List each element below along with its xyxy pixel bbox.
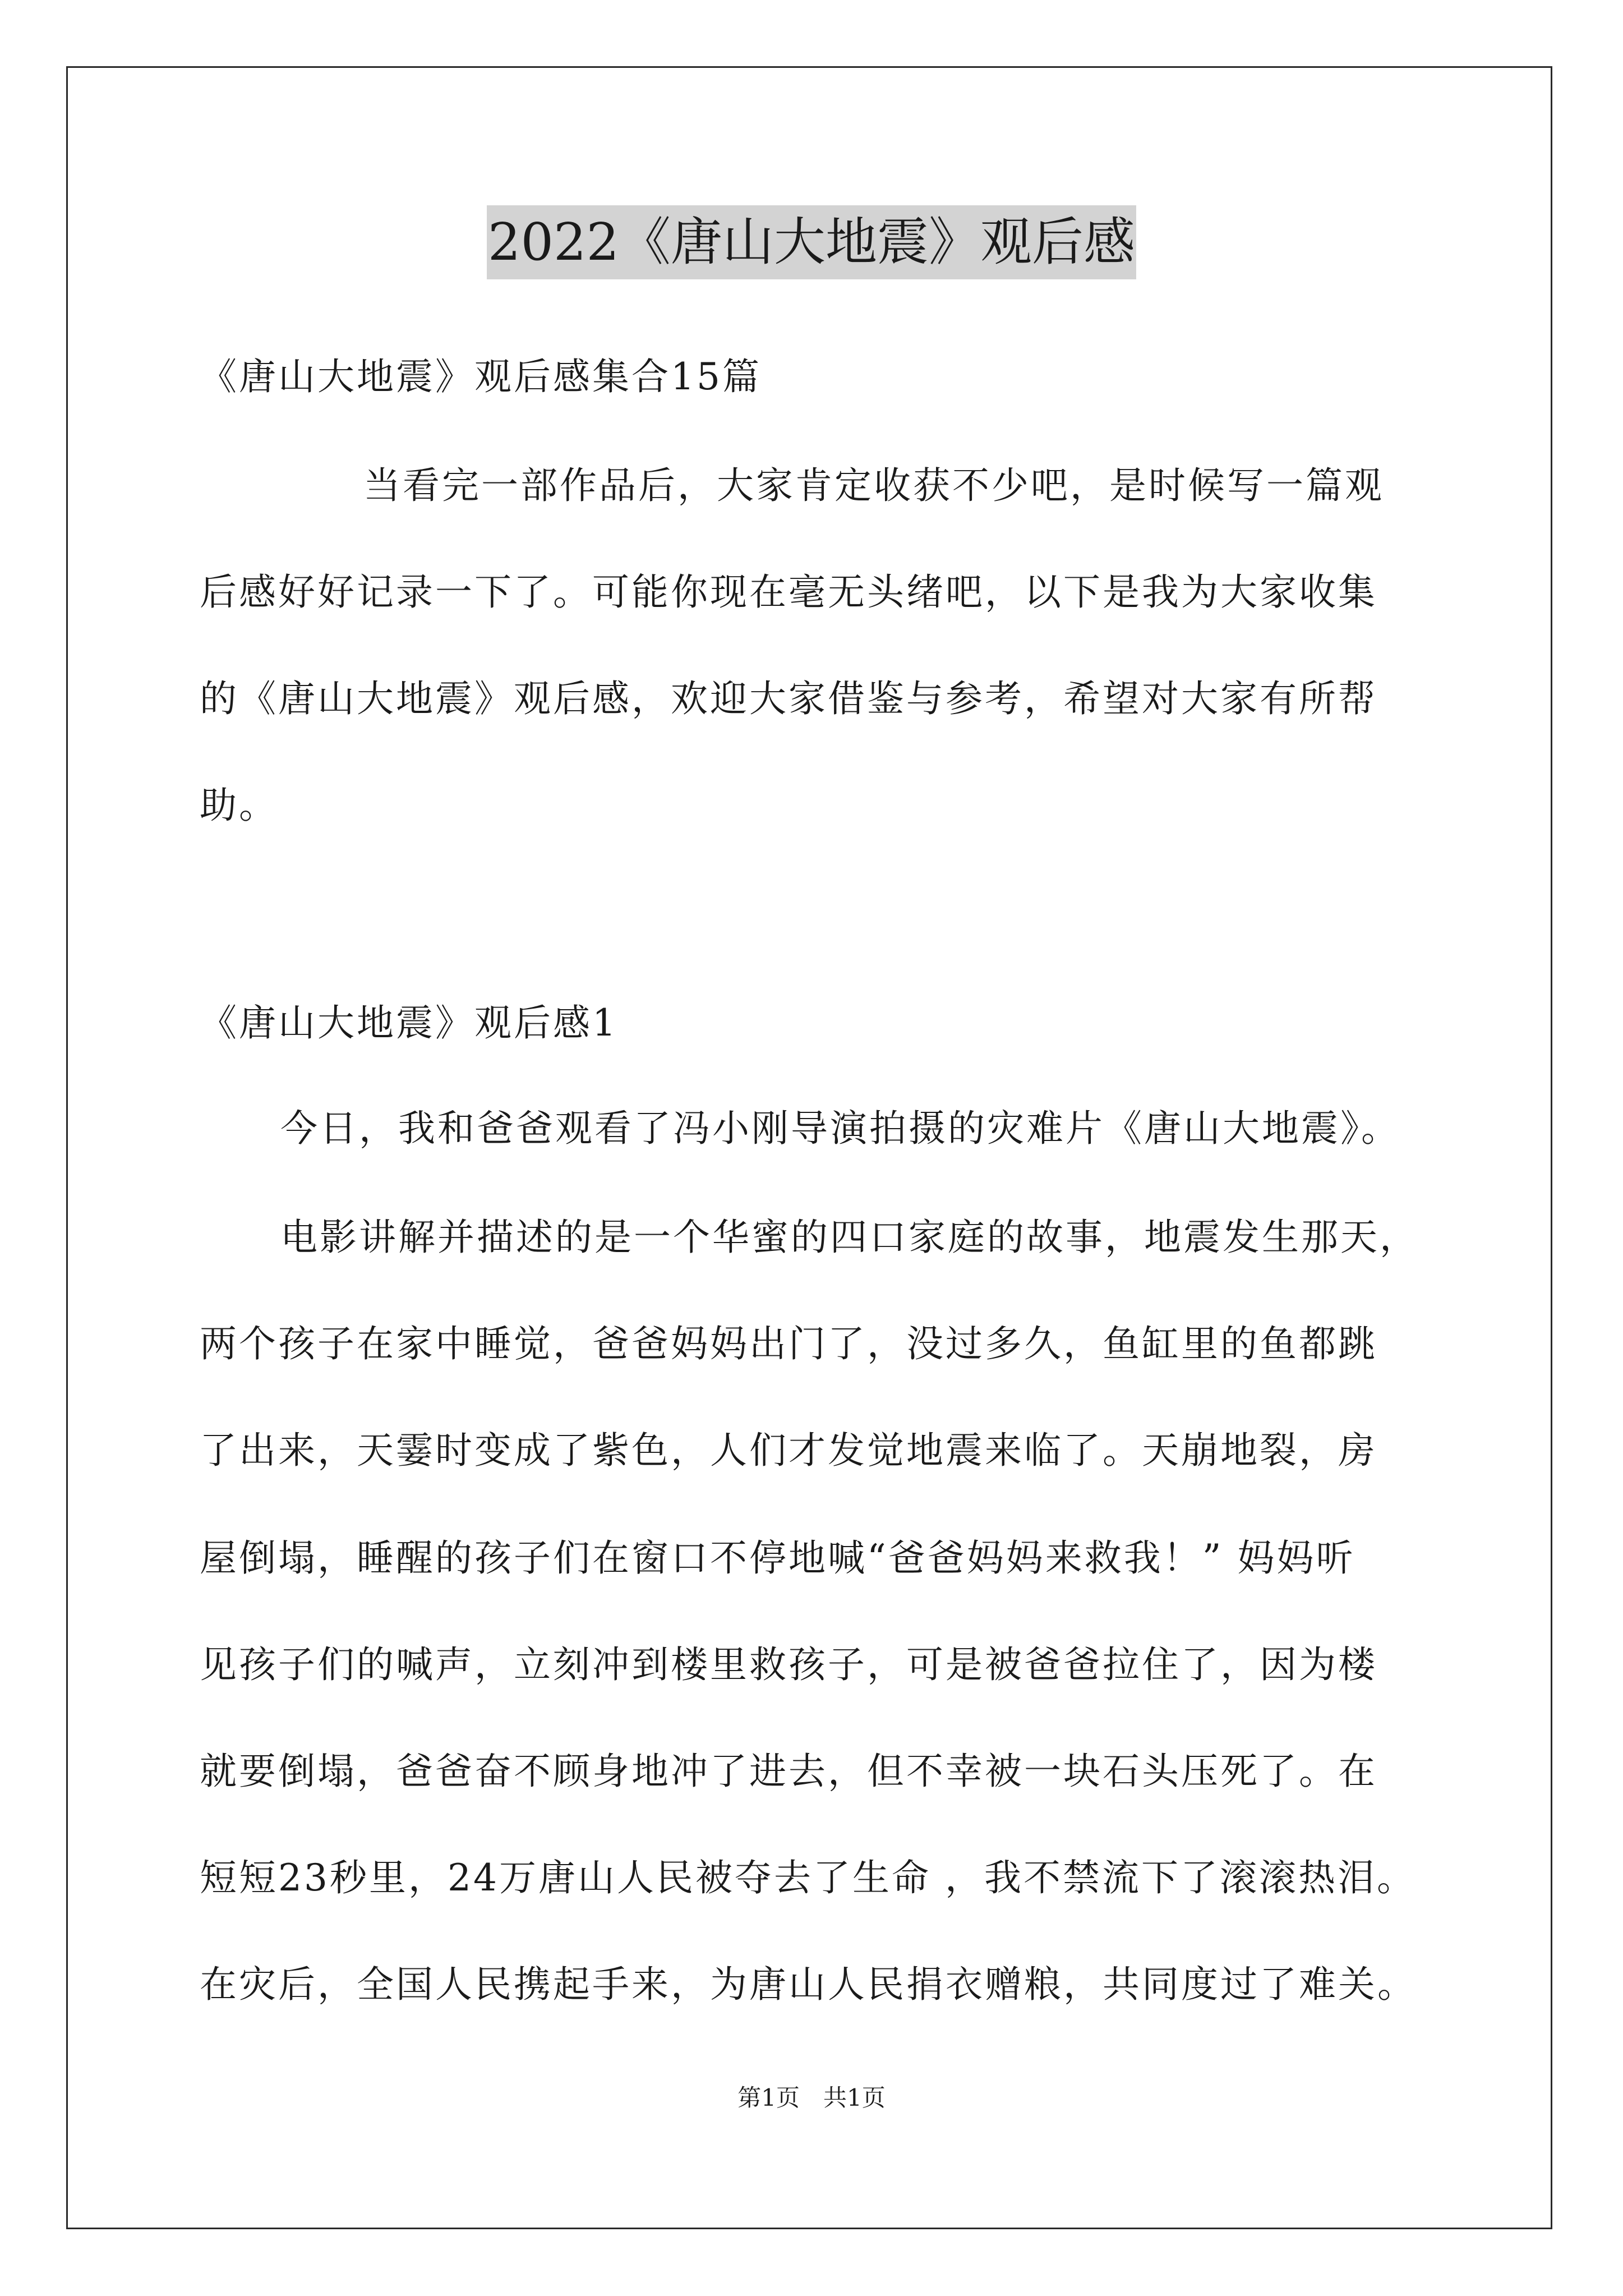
paragraph-2-line: 屋倒塌，睡醒的孩子们在窗口不停地喊“爸爸妈妈来救我！” 妈妈听 bbox=[200, 1536, 1355, 1580]
paragraph-1: 今日，我和爸爸观看了冯小刚导演拍摄的灾难片《唐山大地震》。 bbox=[280, 1107, 1400, 1150]
paragraph-2-line: 在灾后，全国人民携起手来，为唐山人民捐衣赠粮，共同度过了难关。 bbox=[200, 1963, 1417, 2006]
page-footer: 第1页 共1页 bbox=[737, 2084, 886, 2111]
paragraph-2-line: 两个孩子在家中睡觉，爸爸妈妈出门了，没过多久，鱼缸里的鱼都跳 bbox=[200, 1322, 1377, 1365]
intro-line: 的《唐山大地震》观后感，欢迎大家借鉴与参考，希望对大家有所帮 bbox=[200, 677, 1377, 720]
intro-line: 当看完一部作品后，大家肯定收获不少吧，是时候写一篇观 bbox=[363, 464, 1384, 507]
paragraph-2-line: 了出来，天霎时变成了紫色，人们才发觉地震来临了。天崩地裂，房 bbox=[200, 1429, 1377, 1472]
intro-line: 后感好好记录一下了。可能你现在毫无头绪吧，以下是我为大家收集 bbox=[200, 570, 1377, 614]
title-wrap bbox=[0, 205, 1623, 279]
paragraph-2-line: 见孩子们的喊声，立刻冲到楼里救孩子，可是被爸爸拉住了，因为楼 bbox=[200, 1643, 1377, 1686]
paragraph-2-line: 电影讲解并描述的是一个华蜜的四口家庭的故事，地震发生那天， bbox=[280, 1216, 1419, 1259]
section-heading: 《唐山大地震》观后感1 bbox=[200, 1001, 618, 1045]
subtitle: 《唐山大地震》观后感集合15篇 bbox=[200, 355, 762, 398]
paragraph-2-line: 就要倒塌，爸爸奋不顾身地冲了进去，但不幸被一块石头压死了。在 bbox=[200, 1750, 1377, 1793]
paragraph-2-line: 短短23秒里，24万唐山人民被夺去了生命 ，我不禁流下了滚滚热泪。 bbox=[200, 1856, 1416, 1899]
document-title: 2022《唐山大地震》观后感 bbox=[487, 205, 1136, 279]
intro-line: 助。 bbox=[200, 784, 278, 827]
